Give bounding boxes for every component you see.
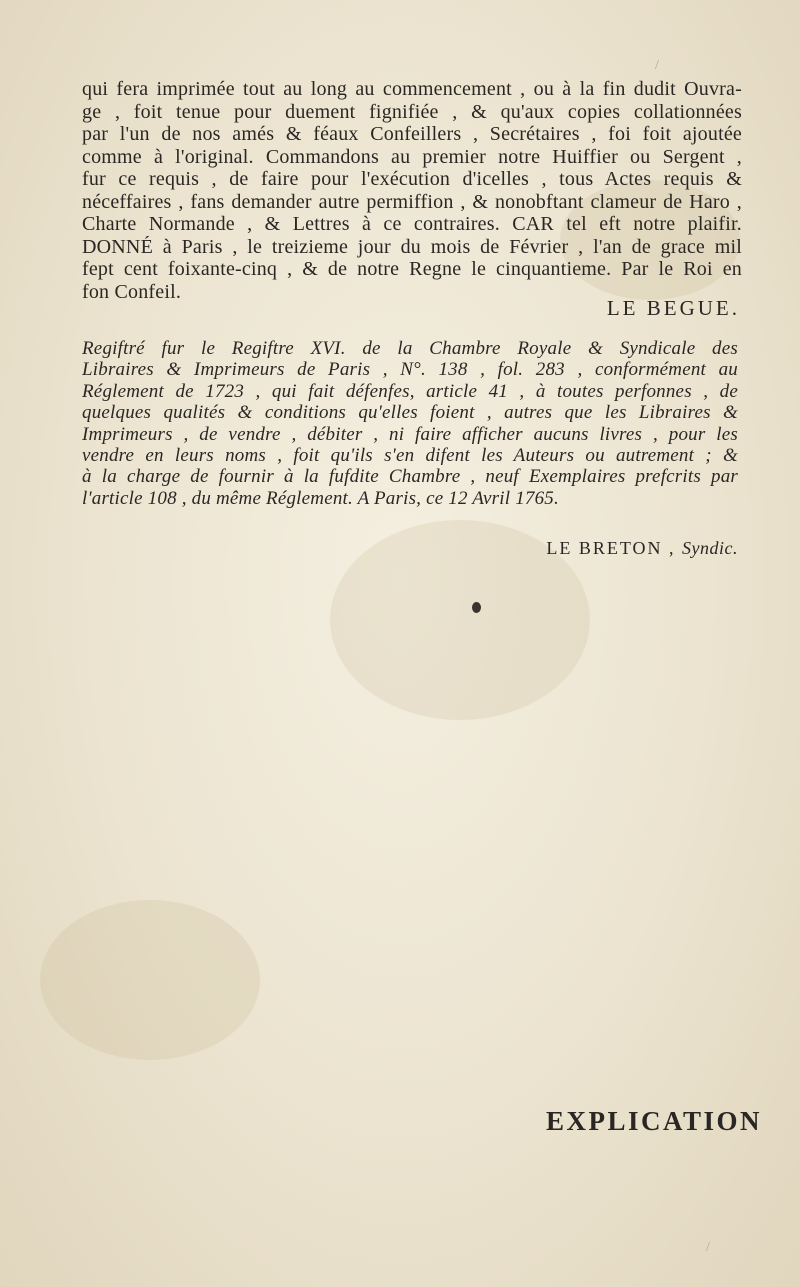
text-line: fon Confeil. — [82, 280, 182, 303]
text-line: Libraires & Imprimeurs de Paris , N°. 138 , fol. 283 , conformément au — [82, 359, 738, 381]
text-line: fur ce requis , de faire pour l'exécution d'icelles , tous Actes requis & — [82, 168, 742, 190]
signature-le-begue: LE BEGUE. — [606, 296, 740, 320]
text-line: par l'un de nos amés & féaux Confeillers , Secrétaires , foi foit ajoutée — [82, 123, 742, 145]
text-line: fept cent foixante-cinq , & de notre Regne le cinquantieme. Par le Roi en — [82, 258, 742, 280]
text-line: Réglement de 1723 , qui fait défenfes, article 41 , à toutes perfonnes , de — [82, 380, 738, 402]
text-line: à la charge de fournir à la fufdite Chambre , neuf Exemplaires prefcrits par — [82, 466, 738, 488]
text-line: Imprimeurs , de vendre , débiter , ni faire afficher aucuns livres , pour les — [82, 423, 738, 445]
text-line: quelques qualités & conditions qu'elles foient , autres que les Libraires & — [82, 402, 738, 424]
signature-role: Syndic. — [682, 538, 738, 558]
text-line: l'article 108 , du même Réglement. A Paris, ce 12 Avril 1765. — [82, 487, 559, 509]
text-line: DONNÉ à Paris , le treizieme jour du mois de Février , l'an de grace mil — [82, 235, 742, 258]
text-line: ge , foit tenue pour duement fignifiée , & qu'aux copies collationnées — [82, 100, 742, 123]
catchword: EXPLICATION — [545, 1106, 762, 1136]
text-line: néceffaires , fans demander autre permiffion , & nonobftant clameur de Haro , — [82, 190, 742, 213]
text-line: qui fera imprimée tout au long au commencement , ou à la fin dudit Ouvra- — [82, 78, 742, 100]
royal-privilege-text — [82, 78, 742, 303]
text-line: Regiftré fur le Regiftre XVI. de la Chambre Royale & Syndicale des — [82, 338, 738, 359]
margin-mark: / — [655, 58, 659, 73]
registration-text — [82, 338, 738, 509]
text-line: comme à l'original. Commandons au premier notre Huiffier ou Sergent , — [82, 145, 742, 168]
ink-dot-ornament — [472, 602, 481, 613]
text-line: vendre en leurs noms , foit qu'ils s'en difent les Auteurs ou autrement ; & — [82, 444, 738, 466]
signature-name: LE BRETON , — [546, 538, 676, 558]
signature-le-breton — [546, 538, 738, 559]
text-line: Charte Normande , & Lettres à ce contraires. CAR tel eft notre plaifir. — [82, 213, 742, 235]
paper-stain — [40, 900, 260, 1060]
margin-mark: / — [706, 1240, 710, 1255]
